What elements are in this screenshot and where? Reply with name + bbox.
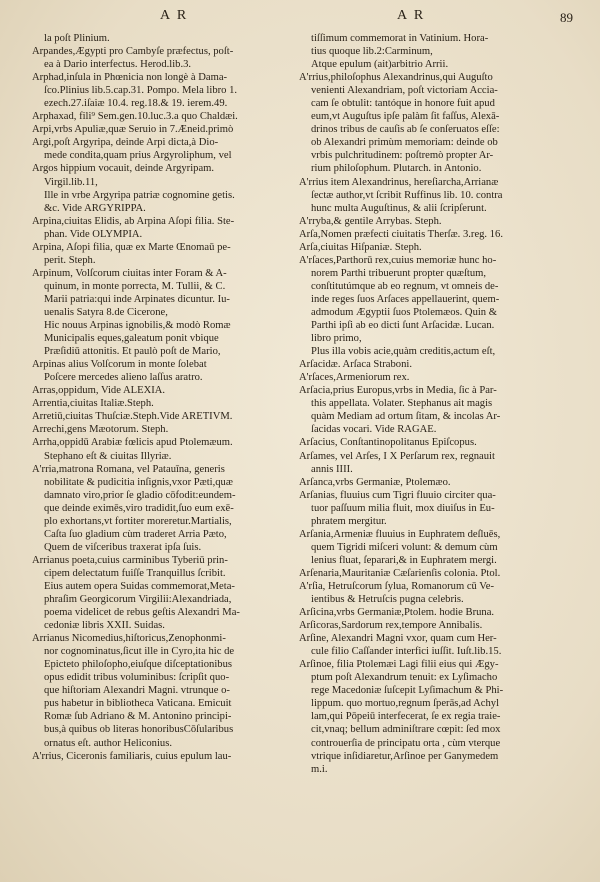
text-line: m.i. [311, 763, 328, 775]
text-line: Arſacia,prius Europus,vrbs in Media, ſic à Par- [299, 385, 497, 397]
text-line: Arſames, vel Arſes, I X Perſarum rex, regnauit [299, 450, 495, 462]
text-line: Quem de viſceribus traxerat ipſa ſuis. [44, 541, 202, 553]
text-line: Parthi ipſi ab eo dicti ſunt Arſacidæ. Lucan. [311, 320, 495, 332]
text-line: phratem mergitur. [311, 515, 387, 527]
text-line: Stephano eſt & ciuitas Illyriæ. [44, 450, 172, 462]
text-line: poema videlicet de rebus geſtis Alexandri Ma- [44, 607, 240, 619]
text-line: lippum. quo mortuo,regnum ſperās,ad Achyl [311, 698, 500, 710]
text-line: Arpina,ciuitas Elidis, ab Arpina Aſopi filia. Ste- [32, 215, 235, 227]
text-line: phraſim Georgicorum Virgilii:Alexandriada, [44, 594, 232, 606]
text-line: Præſidiū attonitis. Et paulò poſt de Mario, [44, 346, 221, 358]
text-line: Arſa,ciuitas Hiſpaniæ. Steph. [299, 241, 422, 253]
text-line: hunc multa Auguſtinus, & alii ſcripſerunt. [311, 202, 487, 214]
text-line: Arſacidæ. Arſaca Straboni. [299, 359, 412, 371]
text-line: damnato viro,prior ſe gladio cōfodit:eundem- [44, 489, 236, 501]
text-line: A'rrius,philoſophus Alexandrinus,qui Auguſto [299, 72, 493, 84]
text-line: A'rſaces,Parthorū rex,cuius memoriæ hunc ho- [299, 254, 497, 266]
text-line: Arras,oppidum, Vide ALEXIA. [32, 385, 166, 397]
text-line: Atque epulum (ait)arbitrio Arrii. [311, 59, 449, 71]
text-line: rium philoſophum. Plutarch. in Antonio. [311, 163, 482, 175]
text-line: ſco.Plinius lib.5.cap.31. Pompo. Mela libro 1. [44, 85, 238, 97]
text-line: Arrianus poeta,cuius carminibus Tyberiū prin- [32, 554, 228, 566]
text-line: mede condita,quam prius Argyroliphum, vel [44, 150, 232, 162]
text-line: Arpina, Aſopi filia, quæ ex Marte Œnomaū pe- [32, 241, 231, 253]
text-line: la poſt Plinium. [44, 33, 110, 44]
text-line: bus,à quibus ob literas honoribusCōſularibus [44, 724, 234, 736]
text-line: libro primo, [311, 333, 362, 345]
text-line: controuerſia de principatu orta , cùm vterque [311, 737, 501, 749]
text-line: Arſenaria,Mauritaniæ Cæſarienſis colonia. Ptol. [299, 567, 501, 579]
text-line: Arrechi,gens Mæotorum. Steph. [32, 424, 169, 436]
text-line: Arſanca,vrbs Germaniæ, Ptolemæo. [299, 476, 451, 488]
text-line: ſectæ author,vt ſcribit Ruffinus lib. 10. contra [311, 189, 503, 201]
left-text-column [32, 32, 294, 763]
text-line: Hic nouus Arpinas ignobilis,& modò Romæ [44, 320, 231, 332]
text-line: Municipalis eques,galeatum ponit vbique [44, 333, 219, 345]
text-line: Plus illa vobis acie,quàm creditis,actum eſt, [311, 346, 496, 358]
text-line: norem Parthi tribuerunt propter quæſtum, [311, 267, 487, 279]
text-line: cam ſe obtulit: tantóque in honore fuit apud [311, 98, 495, 110]
text-line: rege Macedoniæ ſuſcepit Lyſimachum & Phi- [311, 685, 504, 697]
text-line: vrbis pulchritudinem: poſtremò propter Ar- [311, 150, 494, 162]
text-line: Argos hippium vocauit, deinde Argyripam. [32, 163, 215, 175]
text-line: A'rria,matrona Romana, vel Patauīna, generis [32, 463, 225, 475]
text-line: Arrianus Nicomedius,hiſtoricus,Zenophonmi- [32, 633, 226, 645]
text-line: Arphaxad, fili⁹ Sem.gen.10.luc.3.a quo Chaldæi. [32, 111, 238, 123]
text-line: Epicteto philoſopho,eiuſque diſceptationibus [44, 659, 233, 671]
text-line: pus habetur in bibliotheca Vaticana. Emicuit [44, 698, 232, 710]
running-head-right: A R [397, 8, 426, 23]
text-line: Ille in vrbe Argyripa patriæ cognomine getis. [44, 189, 235, 201]
text-line: nor cognominatus,ſicut ille in Cyro,ita hic de [44, 646, 235, 658]
text-line: Arpi,vrbs Apuliæ,quæ Seruio in 7.Æneid.primò [32, 124, 234, 136]
text-line: quem Tigridi miſceri volunt: & demum cùm [311, 541, 498, 553]
text-line: lenius fluat, ſeparari,& in Euphratem mergi. [311, 554, 497, 566]
text-line: A'rrius, Ciceronis familiaris, cuius epulum lau- [32, 750, 232, 762]
text-line: Eius autem opera Suidas commemorat,Meta- [44, 580, 235, 592]
text-line: A'rrius item Alexandrinus, hereſiarcha,Arrianæ [299, 176, 499, 188]
text-line: cit,vnaq; bellum adminiſtrare cœpit: ſed mox [311, 724, 501, 736]
text-line: lam,qui Pōpeiū interfecerat, ſe ex regia traie- [311, 711, 501, 723]
page-number: 89 [560, 10, 573, 25]
text-line: A'rryba,& gentile Arrybas. Steph. [299, 215, 442, 227]
text-line: quàm Mediam ad ortum ſitam, & incolas Ar- [311, 411, 501, 423]
text-line: this appellata. Volater. Stephanus ait magis [311, 398, 493, 410]
text-line: annis IIII. [311, 463, 353, 475]
text-line: Arſine, Alexandri Magni vxor, quam cum Her- [299, 633, 497, 645]
text-line: uenalis Satyra 8.de Cicerone, [44, 306, 168, 318]
text-line: &c. Vide ARGYRIPPA. [44, 202, 146, 214]
running-head [0, 8, 600, 28]
text-line: ientibus & Hetruſcis pugna celebris. [311, 594, 464, 606]
text-line: Caſta ſuo gladium cùm traderet Arria Pæto, [44, 528, 227, 540]
text-line: Virgil.lib.11, [44, 176, 98, 188]
right-text-column [299, 32, 561, 776]
text-line: A'rſaces,Armeniorum rex. [299, 372, 410, 384]
text-line: cedoniæ libris XXII. Suidas. [44, 620, 165, 632]
text-line: Arſinoe, filia Ptolemæi Lagi filii eius qui Ægy- [299, 659, 499, 671]
text-line: vtrique inſidiaretur,Arſinoe per Ganymedem [311, 750, 499, 762]
text-line: nobilitate & pudicitia inſignis,vxor Pæti,quæ [44, 476, 233, 488]
text-line: ſacidas vocari. Vide RAGAE. [311, 424, 437, 436]
text-line: tius quoque lib.2:Carminum, [311, 46, 433, 58]
text-line: Arpinum, Volſcorum ciuitas inter Foram & A- [32, 267, 227, 279]
text-line: Arſacius, Conſtantinopolitanus Epiſcopus. [299, 437, 477, 449]
text-line: Arrha,oppidū Arabiæ fœlicis apud Ptolemæum. [32, 437, 233, 449]
text-line: Arſania,Armeniæ fluuius in Euphratem deſluēs, [299, 528, 501, 540]
text-line: Arretiū,ciuitas Thuſciæ.Steph.Vide ARETIVM. [32, 411, 233, 423]
text-line: tiſſimum commemorat in Vatinium. Hora- [311, 33, 489, 44]
text-line: ezech.27.iſaiæ 10.4. reg.18.& 19. ierem.49. [44, 98, 228, 110]
text-line: inde reges ſuos Arſaces appellauerint, quem- [311, 293, 500, 305]
text-line: plo exhortans,vt fortiter moreretur.Martialis, [44, 515, 232, 527]
text-line: Arſa,Nomen præfecti ciuitatis Therſæ. 3.reg. 16. [299, 228, 503, 240]
text-line: ea à Dario interfectus. Herod.lib.3. [44, 59, 192, 71]
text-line: Arrentia,ciuitas Italiæ.Steph. [32, 398, 154, 410]
text-line: admodum Ægyptii ſuos Ptolemæos. Quin & [311, 306, 497, 318]
text-line: ornatus eſt. author Heliconius. [44, 737, 172, 749]
text-line: ptum poſt Alexandrum tenuit: ex Lyſimacho [311, 672, 498, 684]
text-line: ob Alexandri primùm memoriam: deinde ob [311, 137, 498, 149]
text-line: tuor paſſuum milia fluit, mox diuiſus in Eu- [311, 502, 495, 514]
text-line: Arphad,inſula in Phœnicia non longè à Dama- [32, 72, 228, 84]
text-line: Arpandes,Ægypti pro Cambyſe præfectus, poſt- [32, 46, 234, 58]
text-line: cule filio Caſſander interfici iuſſit. Iuſt.lib.15. [311, 646, 502, 658]
text-line: Poſcere mercedes alieno laſſus aratro. [44, 372, 203, 384]
text-line: opus edidit tribus voluminibus: ſcripſit quo- [44, 672, 230, 684]
text-line: A'rſia, Hetruſcorum ſylua, Romanorum cū Ve- [299, 580, 495, 592]
text-line: Romæ ſub Adriano & M. Antonino principi- [44, 711, 232, 723]
text-line: Arſicina,vrbs Germaniæ,Ptolem. hodie Bruna. [299, 607, 495, 619]
text-line: cipem delectatum fuiſſe Tranquillus ſcribit. [44, 567, 226, 579]
running-head-left: A R [160, 8, 189, 23]
text-line: que deinde eximēs,viro tradidit,ſuo eum exē- [44, 502, 234, 514]
text-line: que hiſtoriam Alexandri Magni. vtrunque o- [44, 685, 230, 697]
text-line: Arſanias, fluuius cum Tigri fluuio circiter qua- [299, 489, 496, 501]
text-line: quinum, in monte porrecta, M. Tullii, & C. [44, 280, 226, 292]
text-line: drinos tribus de cauſis ab ſe conſeruatos eſſe: [311, 124, 500, 136]
text-line: Arſicoras,Sardorum rex,tempore Annibalis. [299, 620, 483, 632]
text-line: perit. Steph. [44, 254, 96, 266]
text-line: eum,vt Auguſtus ipſe palàm ſit faſſus, Alexā- [311, 111, 500, 123]
text-line: Arpinas alius Volſcorum in monte ſolebat [32, 359, 207, 371]
text-line: Argi,poſt Argyripa, deinde Arpi dicta,à Dio- [32, 137, 219, 149]
text-line: Marii patria:qui inde Arpinates dicuntur. Iu- [44, 293, 230, 305]
text-line: venienti Alexandriam, poſt victoriam Accia- [311, 85, 498, 97]
text-line: phan. Vide OLYMPIA. [44, 228, 143, 240]
text-line: conſtitutúmque ab eo regnum, vt omneis de- [311, 280, 499, 292]
